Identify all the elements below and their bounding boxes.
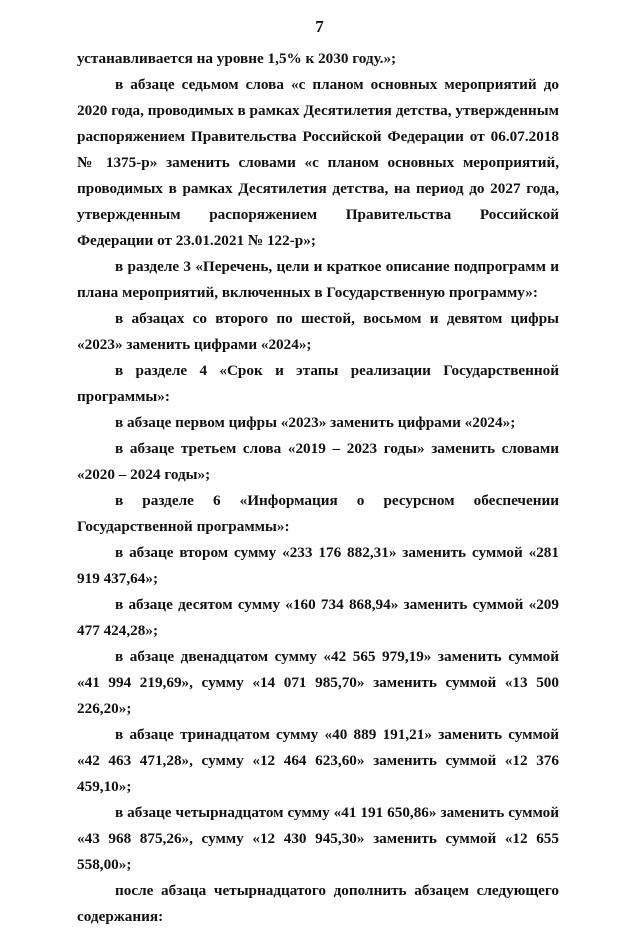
paragraph-continuation: устанавливается на уровне 1,5% к 2030 году.»; xyxy=(77,50,397,67)
paragraph-section-6-tenth: в абзаце десятом сумму «160 734 868,94» заменить суммой «209 477 424,28»; xyxy=(77,596,559,639)
paragraph-section-6-fourteenth: в абзаце четырнадцатом сумму «41 191 650,86» заменить суммой «43 968 875,26», сумму «12 430 945,30» заменить суммой «12 655 558,00»; xyxy=(77,804,559,873)
paragraph-section-3-heading: в разделе 3 «Перечень, цели и краткое описание подпрограмм и плана мероприятий, включенных в Государственную программу»: xyxy=(77,258,559,301)
page-number: 7 xyxy=(315,17,324,36)
paragraph-section-3-years: в абзацах со второго по шестой, восьмом и девятом цифры «2023» заменить цифрами «2024»; xyxy=(77,310,559,353)
paragraph-section-6-twelfth: в абзаце двенадцатом сумму «42 565 979,19» заменить суммой «41 994 219,69», сумму «14 071 985,70» заменить суммой «13 500 226,20»; xyxy=(77,648,559,717)
paragraph-section-4-first: в абзаце первом цифры «2023» заменить цифрами «2024»; xyxy=(115,414,516,431)
paragraph-section-6-second: в абзаце втором сумму «233 176 882,31» заменить суммой «281 919 437,64»; xyxy=(77,544,559,587)
document-body xyxy=(77,46,559,930)
paragraph-add-new: после абзаца четырнадцатого дополнить абзацем следующего содержания: xyxy=(77,882,559,925)
paragraph-section-7-amendment: в абзаце седьмом слова «с планом основных мероприятий до 2020 года, проводимых в рамках Десятилетия детства, утвержденным распоряжением Правительства Российской Федерации от 06.07.2018 № 1375-р» заменить словами «с планом основных мероприятий, проводимых в рамках Десятилетия детства, на период до 2027 года, утвержденным распоряжением Правительства Российской Федерации от 23.01.2021 № 122-р»; xyxy=(77,76,559,249)
paragraph-section-4-heading: в разделе 4 «Срок и этапы реализации Государственной программы»: xyxy=(77,362,559,405)
paragraph-section-6-heading: в разделе 6 «Информация о ресурсном обеспечении Государственной программы»: xyxy=(77,492,559,535)
paragraph-section-4-third: в абзаце третьем слова «2019 – 2023 годы» заменить словами «2020 – 2024 годы»; xyxy=(77,440,559,483)
paragraph-section-6-thirteenth: в абзаце тринадцатом сумму «40 889 191,21» заменить суммой «42 463 471,28», сумму «12 464 623,60» заменить суммой «12 376 459,10»; xyxy=(77,726,559,795)
